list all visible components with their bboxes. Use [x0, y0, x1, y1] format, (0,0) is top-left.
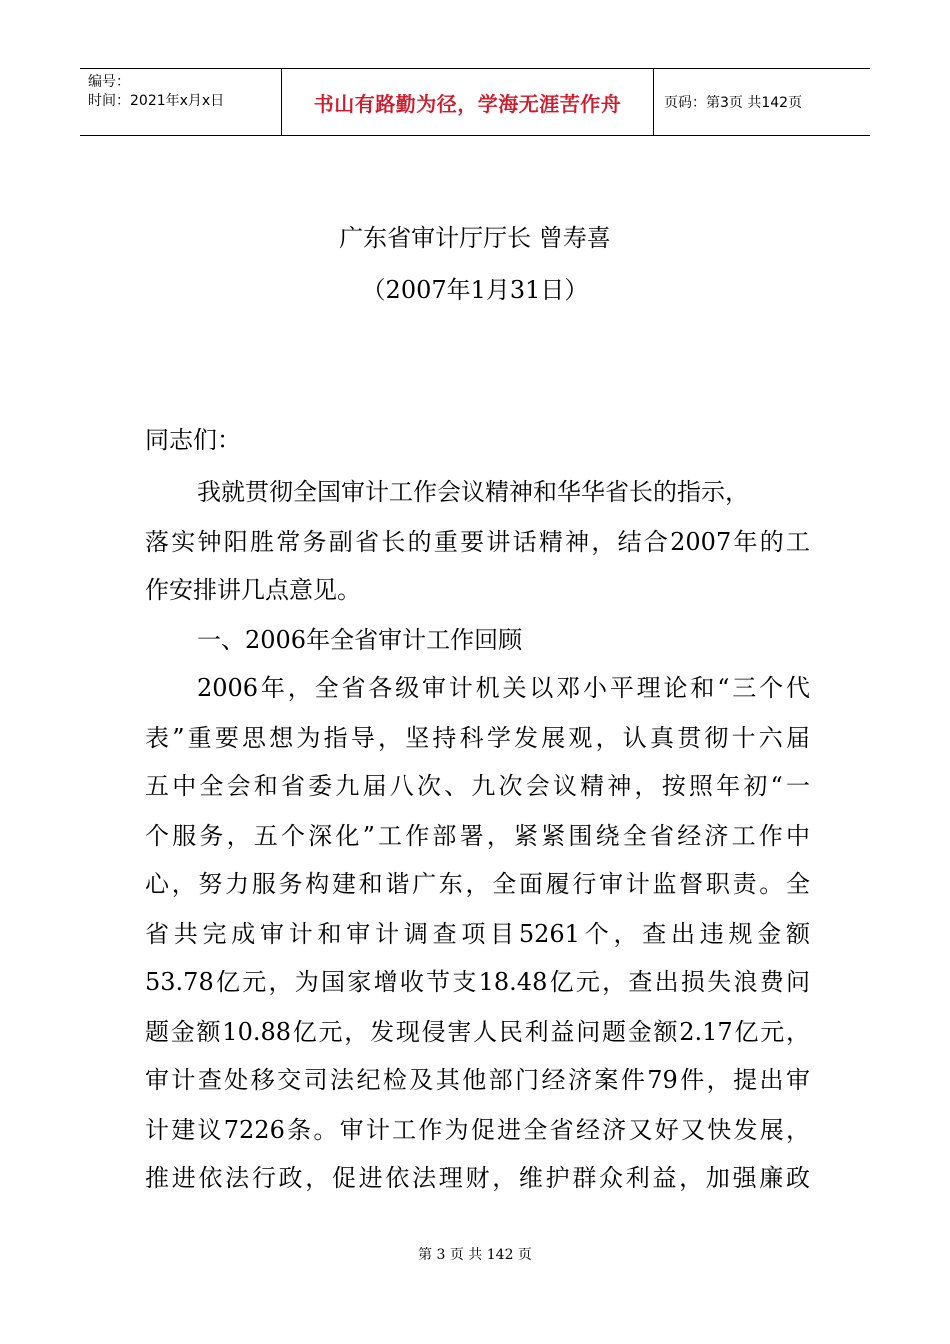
author-line: 广东省审计厅厅长 曾寿喜: [339, 224, 611, 252]
number-label: 编号：: [88, 74, 130, 90]
paragraph-line: 表”重要思想为指导，坚持科学发展观，认真贯彻十六届: [145, 724, 810, 752]
page-info: 页码：第3页 共142页: [664, 95, 803, 111]
paragraph-line: 落实钟阳胜常务副省长的重要讲话精神，结合2007年的工: [145, 528, 810, 556]
time-label: 时间：2021年x月x日: [88, 93, 225, 109]
paragraph-line: 五中全会和省委九届八次、九次会议精神，按照年初“一: [145, 772, 810, 800]
page-footer: 第 3 页 共 142 页: [418, 1247, 532, 1263]
paragraph-line: 计建议7226条。审计工作为促进全省经济又好又快发展，: [145, 1116, 810, 1144]
paragraph-line: 53.78亿元，为国家增收节支18.48亿元，查出损失浪费问: [145, 968, 810, 996]
paragraph-line: 作安排讲几点意见。: [145, 576, 361, 604]
date-line: （2007年1月31日）: [361, 276, 589, 304]
greeting: 同志们：: [145, 426, 241, 454]
section-heading: 一、2006年全省审计工作回顾: [197, 626, 523, 654]
paragraph-line: 省共完成审计和审计调查项目5261个，查出违规金额: [145, 920, 810, 948]
header-meta-cell: [80, 69, 282, 135]
paragraph-line: 我就贯彻全国审计工作会议精神和华华省长的指示，: [197, 478, 749, 506]
header-motto-cell: [282, 69, 654, 135]
paragraph-line: 心，努力服务构建和谐广东，全面履行审计监督职责。全: [145, 870, 810, 898]
paragraph-line: 题金额10.88亿元，发现侵害人民利益问题金额2.17亿元，: [145, 1018, 810, 1046]
paragraph-line: 审计查处移交司法纪检及其他部门经济案件79件，提出审: [145, 1066, 810, 1094]
document-header: [80, 68, 870, 136]
paragraph-line: 2006年，全省各级审计机关以邓小平理论和“三个代: [197, 674, 810, 702]
paragraph-line: 推进依法行政，促进依法理财，维护群众利益，加强廉政: [145, 1164, 810, 1192]
header-page-cell: [654, 69, 870, 135]
paragraph-line: 个服务，五个深化”工作部署，紧紧围绕全省经济工作中: [145, 822, 810, 850]
motto-text: 书山有路勤为径，学海无涯苦作舟: [313, 91, 622, 116]
